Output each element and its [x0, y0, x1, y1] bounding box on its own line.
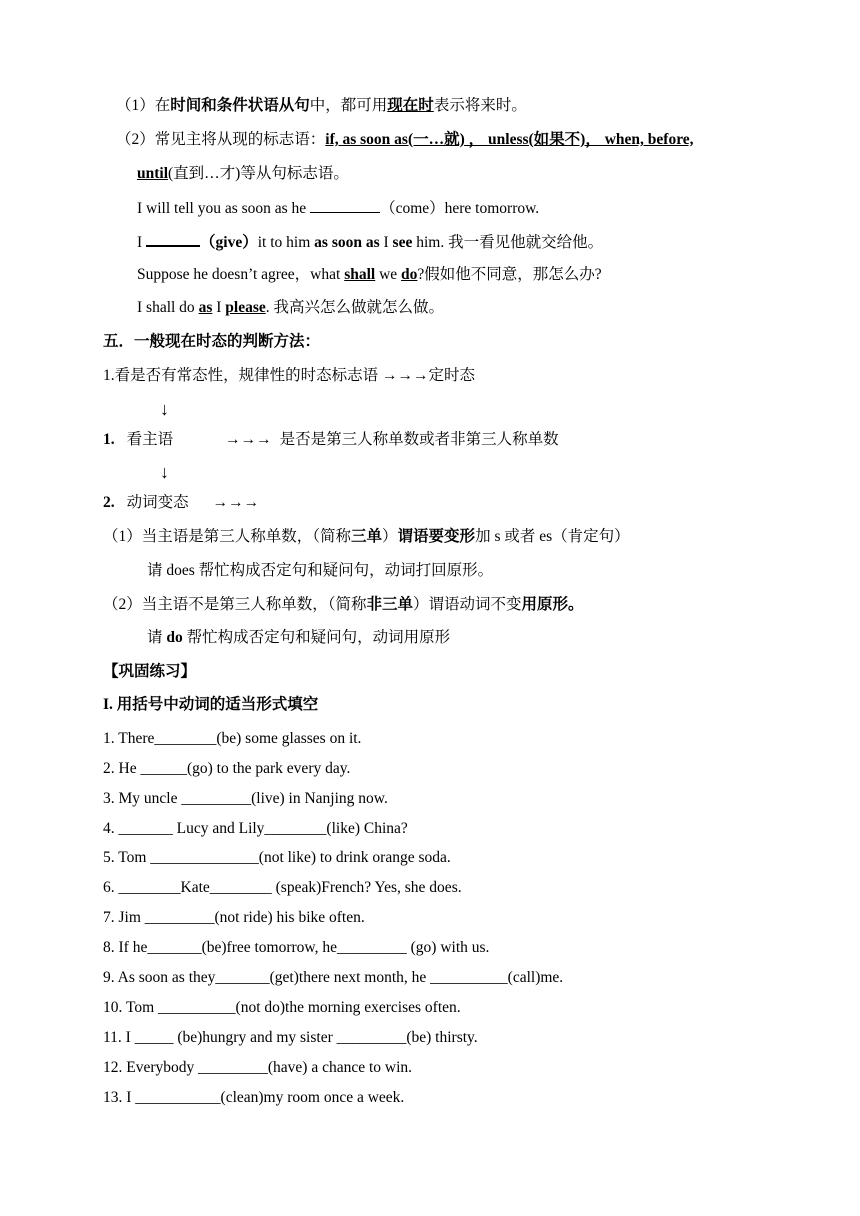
- step-number: 1.: [103, 431, 115, 448]
- bold-text: do: [166, 629, 183, 646]
- text: 中，都可用: [309, 97, 388, 114]
- right-arrows-icon: →→→: [212, 494, 260, 511]
- exercise-item: 2. He ______(go) to the park every day.: [103, 760, 351, 777]
- rule-line-1: [116, 96, 527, 116]
- text: I: [379, 234, 393, 251]
- down-arrow-icon: ↓: [160, 462, 169, 482]
- rule-line-2: [116, 130, 694, 150]
- bold-underlined-text: do: [401, 266, 418, 283]
- rule-line-3: [137, 164, 349, 184]
- bold-underlined-text: if, as soon as(一…就) ， unless(如果不)， when, before,: [325, 131, 694, 148]
- exercise-item: 10. Tom __________(not do)the morning exercises often.: [103, 999, 461, 1016]
- method-step-2: [103, 430, 559, 450]
- method-step-3: [103, 493, 259, 513]
- exercise-item: 13. I ___________(clean)my room once a week.: [103, 1089, 405, 1106]
- text: it to him: [257, 234, 315, 251]
- example-3: [137, 265, 602, 285]
- right-arrows-icon: →→→: [225, 431, 272, 448]
- exercise-item: 5. Tom ______________(not like) to drink orange soda.: [103, 849, 451, 866]
- text: 动词变态: [126, 494, 189, 511]
- example-1: [137, 198, 539, 219]
- bold-text: as soon as: [314, 234, 380, 251]
- text: I: [137, 234, 147, 251]
- down-arrow-icon: ↓: [160, 399, 169, 419]
- bold-underlined-text: please: [225, 299, 266, 316]
- practice-part-title: I. 用括号中动词的适当形式填空: [103, 696, 319, 713]
- text: 看主语: [126, 431, 174, 448]
- text: we: [375, 266, 402, 283]
- bold-text: 谓语要变形: [397, 528, 476, 545]
- exercise-item: 11. I _____ (be)hungry and my sister _________(be) thirsty.: [103, 1029, 478, 1046]
- exercise-item: 6. ________Kate________ (speak)French? Yes, she does.: [103, 879, 462, 896]
- text: 请: [147, 629, 167, 646]
- bold-text: 用原形。: [521, 596, 584, 613]
- rule-non-third-person-note: [147, 628, 450, 648]
- text: （2）常见主将从现的标志语：: [116, 131, 326, 148]
- text: . 我高兴怎么做就怎么做。: [265, 299, 445, 316]
- text: I will tell you as soon as he: [137, 200, 311, 217]
- exercise-item: 7. Jim _________(not ride) his bike often.: [103, 909, 365, 926]
- example-2: [137, 231, 603, 253]
- text: (直到…才)等从句标志语。: [168, 165, 349, 182]
- bold-underlined-text: 现在时: [387, 97, 434, 114]
- text: I shall do: [137, 299, 199, 316]
- bold-underlined-text: shall: [344, 266, 376, 283]
- method-step-1: 1.看是否有常态性，规律性的时态标志语 →→→定时态: [103, 367, 476, 384]
- text: （2）当主语不是第三人称单数，（简称: [103, 596, 367, 613]
- exercise-item: 4. _______ Lucy and Lily________(like) China?: [103, 820, 408, 837]
- text: （come）here tomorrow.: [380, 200, 540, 217]
- text: him. 我一看见他就交给他。: [412, 234, 604, 251]
- bold-text: 时间和条件状语从句: [170, 97, 310, 114]
- bold-underlined-text: as: [198, 299, 213, 316]
- exercise-item: 9. As soon as they_______(get)there next month, he __________(call)me.: [103, 969, 564, 986]
- exercise-item: 12. Everybody _________(have) a chance to win.: [103, 1059, 413, 1076]
- text: ）: [382, 528, 398, 545]
- step-number: 2.: [103, 494, 115, 511]
- answer-blank: [146, 231, 200, 247]
- text: 帮忙构成否定句和疑问句，动词用原形: [182, 629, 451, 646]
- text: （1）当主语是第三人称单数，（简称: [103, 528, 352, 545]
- rule-third-person-note: 请 does 帮忙构成否定句和疑问句，动词打回原形。: [147, 562, 494, 579]
- exercise-item: 3. My uncle _________(live) in Nanjing now.: [103, 790, 388, 807]
- bold-text: see: [392, 234, 413, 251]
- practice-heading: 【巩固练习】: [103, 663, 197, 680]
- text: 是否是第三人称单数或者非第三人称单数: [279, 431, 559, 448]
- rule-third-person: [103, 527, 630, 547]
- text: 表示将来时。: [433, 97, 527, 114]
- bold-text: 三单: [351, 528, 383, 545]
- text: I: [212, 299, 226, 316]
- text: 加 s 或者 es（肯定句）: [475, 528, 630, 545]
- example-4: [137, 298, 444, 318]
- text: Suppose he doesn’t agree，what: [137, 266, 345, 283]
- section-heading: 五．一般现在时态的判断方法：: [103, 333, 321, 350]
- exercise-item: 1. There________(be) some glasses on it.: [103, 730, 362, 747]
- text: ）谓语动词不变: [413, 596, 522, 613]
- bold-text: 非三单: [366, 596, 414, 613]
- answer-blank: [310, 198, 380, 213]
- rule-non-third-person: [103, 595, 584, 615]
- text: （1）在: [116, 97, 171, 114]
- exercise-item: 8. If he_______(be)free tomorrow, he_________ (go) with us.: [103, 939, 490, 956]
- bold-underlined-text: until: [137, 165, 169, 182]
- text: ?假如他不同意，那怎么办?: [417, 266, 602, 283]
- bold-text: （give）: [200, 234, 258, 251]
